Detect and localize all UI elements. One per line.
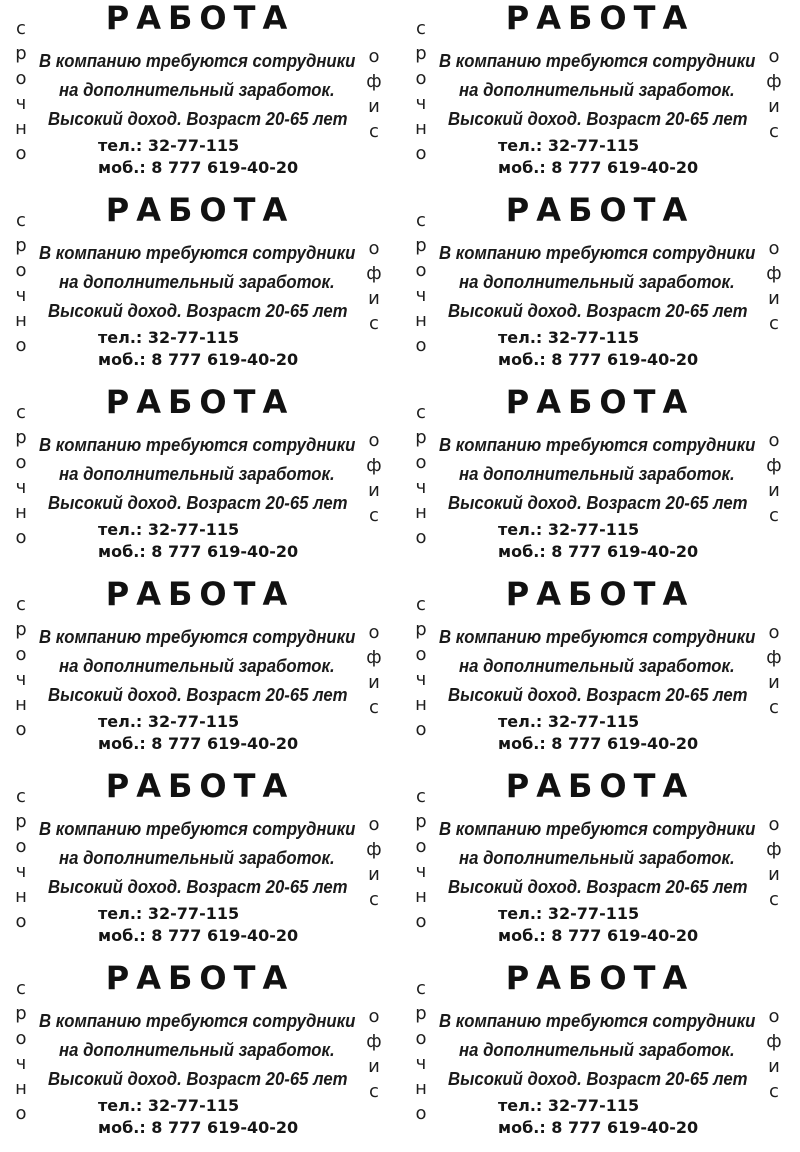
- vertical-letter: с: [16, 210, 26, 231]
- vertical-letter: и: [768, 288, 780, 309]
- mobile-number: моб.: 8 777 619-40-20: [98, 1118, 299, 1137]
- vertical-letter: о: [768, 814, 780, 835]
- vertical-letter: о: [15, 527, 27, 548]
- vertical-letter: о: [415, 452, 427, 473]
- vertical-letter: н: [415, 502, 427, 523]
- office-vertical-label: [763, 620, 785, 720]
- flyer-title: РАБОТА: [505, 191, 695, 229]
- vertical-letter: ч: [15, 477, 27, 498]
- vertical-letter: ч: [415, 1053, 427, 1074]
- office-vertical-label: [363, 236, 385, 336]
- flyer-text-line-1: В компанию требуются сотрудники: [439, 435, 756, 455]
- flyer-text-line-2: на дополнительный заработок.: [59, 464, 335, 484]
- vertical-letter: р: [15, 811, 27, 832]
- vertical-letter: о: [415, 1028, 427, 1049]
- job-flyer: [400, 960, 800, 1152]
- vertical-letter: с: [769, 121, 779, 142]
- job-flyer: [400, 768, 800, 960]
- phone-number: тел.: 32-77-115: [498, 136, 640, 155]
- vertical-letter: р: [15, 619, 27, 640]
- vertical-letter: о: [768, 1006, 780, 1027]
- phone-number: тел.: 32-77-115: [98, 904, 240, 923]
- vertical-letter: ф: [366, 71, 382, 92]
- vertical-letter: с: [769, 505, 779, 526]
- flyer-text-line-3: Высокий доход. Возраст 20-65 лет: [48, 877, 348, 897]
- vertical-letter: н: [15, 118, 27, 139]
- vertical-letter: с: [416, 402, 426, 423]
- flyer-text-line-1: В компанию требуются сотрудники: [439, 1011, 756, 1031]
- vertical-letter: с: [16, 594, 26, 615]
- vertical-letter: с: [769, 889, 779, 910]
- job-flyer: [400, 0, 800, 192]
- vertical-letter: о: [368, 1006, 380, 1027]
- office-vertical-label: [763, 812, 785, 912]
- vertical-letter: и: [368, 672, 380, 693]
- vertical-letter: р: [15, 235, 27, 256]
- vertical-letter: ч: [415, 477, 427, 498]
- vertical-letter: ч: [15, 669, 27, 690]
- flyer-text-line-1: В компанию требуются сотрудники: [439, 243, 756, 263]
- flyer-text-line-3: Высокий доход. Возраст 20-65 лет: [448, 493, 748, 513]
- flyer-text-line-3: Высокий доход. Возраст 20-65 лет: [448, 877, 748, 897]
- flyer-text-line-1: В компанию требуются сотрудники: [39, 51, 356, 71]
- phone-number: тел.: 32-77-115: [498, 328, 640, 347]
- phone-number: тел.: 32-77-115: [498, 520, 640, 539]
- job-flyer: [0, 768, 400, 960]
- vertical-letter: н: [15, 502, 27, 523]
- vertical-letter: и: [768, 672, 780, 693]
- flyer-text-line-3: Высокий доход. Возраст 20-65 лет: [448, 685, 748, 705]
- vertical-letter: н: [415, 118, 427, 139]
- flyer-text-line-3: Высокий доход. Возраст 20-65 лет: [48, 493, 348, 513]
- flyer-text-line-1: В компанию требуются сотрудники: [39, 627, 356, 647]
- vertical-letter: о: [368, 430, 380, 451]
- vertical-letter: о: [415, 1103, 427, 1124]
- vertical-letter: о: [415, 527, 427, 548]
- vertical-letter: р: [15, 43, 27, 64]
- mobile-number: моб.: 8 777 619-40-20: [98, 158, 299, 177]
- vertical-letter: с: [416, 786, 426, 807]
- flyer-text-line-2: на дополнительный заработок.: [59, 272, 335, 292]
- vertical-letter: с: [16, 786, 26, 807]
- flyer-text-line-3: Высокий доход. Возраст 20-65 лет: [48, 685, 348, 705]
- vertical-letter: р: [415, 43, 427, 64]
- vertical-letter: ф: [366, 839, 382, 860]
- vertical-letter: о: [415, 68, 427, 89]
- vertical-letter: о: [15, 143, 27, 164]
- phone-number: тел.: 32-77-115: [98, 712, 240, 731]
- mobile-number: моб.: 8 777 619-40-20: [498, 158, 699, 177]
- vertical-letter: о: [415, 911, 427, 932]
- vertical-letter: с: [16, 18, 26, 39]
- vertical-letter: и: [768, 480, 780, 501]
- job-flyer: [400, 192, 800, 384]
- vertical-letter: о: [415, 644, 427, 665]
- vertical-letter: о: [415, 335, 427, 356]
- vertical-letter: с: [416, 978, 426, 999]
- vertical-letter: р: [415, 427, 427, 448]
- flyer-text-line-2: на дополнительный заработок.: [59, 656, 335, 676]
- vertical-letter: о: [15, 719, 27, 740]
- phone-number: тел.: 32-77-115: [498, 904, 640, 923]
- vertical-letter: о: [15, 911, 27, 932]
- vertical-letter: и: [368, 288, 380, 309]
- flyer-text-line-1: В компанию требуются сотрудники: [439, 51, 756, 71]
- vertical-letter: и: [768, 1056, 780, 1077]
- flyer-title: РАБОТА: [105, 383, 295, 421]
- flyer-title: РАБОТА: [105, 959, 295, 997]
- mobile-number: моб.: 8 777 619-40-20: [498, 1118, 699, 1137]
- mobile-number: моб.: 8 777 619-40-20: [498, 542, 699, 561]
- flyer-text-line-2: на дополнительный заработок.: [59, 848, 335, 868]
- office-vertical-label: [363, 812, 385, 912]
- mobile-number: моб.: 8 777 619-40-20: [98, 926, 299, 945]
- vertical-letter: ф: [366, 1031, 382, 1052]
- phone-number: тел.: 32-77-115: [98, 328, 240, 347]
- flyer-text-line-2: на дополнительный заработок.: [459, 272, 735, 292]
- vertical-letter: н: [15, 1078, 27, 1099]
- vertical-letter: ф: [766, 647, 782, 668]
- vertical-letter: н: [15, 886, 27, 907]
- vertical-letter: ф: [766, 1031, 782, 1052]
- job-flyer: [400, 576, 800, 768]
- vertical-letter: с: [416, 594, 426, 615]
- vertical-letter: р: [15, 427, 27, 448]
- flyer-text-line-2: на дополнительный заработок.: [459, 1040, 735, 1060]
- vertical-letter: н: [15, 310, 27, 331]
- vertical-letter: о: [15, 452, 27, 473]
- vertical-letter: р: [15, 1003, 27, 1024]
- job-flyer: [0, 384, 400, 576]
- job-flyer: [0, 576, 400, 768]
- vertical-letter: с: [369, 121, 379, 142]
- flyer-title: РАБОТА: [105, 767, 295, 805]
- vertical-letter: о: [415, 143, 427, 164]
- vertical-letter: о: [15, 1028, 27, 1049]
- vertical-letter: с: [369, 313, 379, 334]
- vertical-letter: р: [415, 811, 427, 832]
- vertical-letter: о: [368, 238, 380, 259]
- vertical-letter: и: [368, 480, 380, 501]
- vertical-letter: с: [769, 697, 779, 718]
- vertical-letter: ф: [766, 71, 782, 92]
- vertical-letter: с: [369, 697, 379, 718]
- mobile-number: моб.: 8 777 619-40-20: [98, 734, 299, 753]
- vertical-letter: с: [769, 1081, 779, 1102]
- flyer-text-line-3: Высокий доход. Возраст 20-65 лет: [48, 301, 348, 321]
- flyer-text-line-1: В компанию требуются сотрудники: [39, 243, 356, 263]
- phone-number: тел.: 32-77-115: [98, 1096, 240, 1115]
- phone-number: тел.: 32-77-115: [98, 136, 240, 155]
- vertical-letter: н: [415, 310, 427, 331]
- vertical-letter: ч: [15, 285, 27, 306]
- job-flyer: [0, 960, 400, 1152]
- vertical-letter: ф: [366, 263, 382, 284]
- vertical-letter: о: [368, 814, 380, 835]
- vertical-letter: и: [368, 1056, 380, 1077]
- vertical-letter: о: [15, 335, 27, 356]
- vertical-letter: н: [415, 694, 427, 715]
- vertical-letter: и: [368, 96, 380, 117]
- vertical-letter: о: [15, 644, 27, 665]
- mobile-number: моб.: 8 777 619-40-20: [498, 734, 699, 753]
- mobile-number: моб.: 8 777 619-40-20: [98, 350, 299, 369]
- vertical-letter: с: [369, 889, 379, 910]
- vertical-letter: ч: [415, 285, 427, 306]
- phone-number: тел.: 32-77-115: [98, 520, 240, 539]
- vertical-letter: р: [415, 1003, 427, 1024]
- vertical-letter: р: [415, 619, 427, 640]
- vertical-letter: с: [369, 1081, 379, 1102]
- flyer-text-line-2: на дополнительный заработок.: [459, 848, 735, 868]
- vertical-letter: о: [15, 68, 27, 89]
- vertical-letter: ч: [15, 861, 27, 882]
- vertical-letter: ф: [366, 647, 382, 668]
- vertical-letter: с: [16, 402, 26, 423]
- mobile-number: моб.: 8 777 619-40-20: [498, 926, 699, 945]
- vertical-letter: о: [415, 260, 427, 281]
- vertical-letter: ч: [415, 669, 427, 690]
- flyer-text-line-3: Высокий доход. Возраст 20-65 лет: [448, 1069, 748, 1089]
- office-vertical-label: [363, 44, 385, 144]
- vertical-letter: р: [415, 235, 427, 256]
- vertical-letter: с: [16, 978, 26, 999]
- job-flyer: [0, 0, 400, 192]
- vertical-letter: о: [368, 622, 380, 643]
- vertical-letter: ч: [415, 93, 427, 114]
- flyer-title: РАБОТА: [505, 767, 695, 805]
- vertical-letter: ф: [766, 263, 782, 284]
- vertical-letter: ф: [766, 455, 782, 476]
- flyer-text-line-2: на дополнительный заработок.: [59, 1040, 335, 1060]
- flyer-text-line-1: В компанию требуются сотрудники: [39, 1011, 356, 1031]
- flyer-text-line-3: Высокий доход. Возраст 20-65 лет: [448, 301, 748, 321]
- office-vertical-label: [763, 1004, 785, 1104]
- vertical-letter: о: [15, 836, 27, 857]
- flyer-text-line-1: В компанию требуются сотрудники: [39, 435, 356, 455]
- vertical-letter: ч: [15, 1053, 27, 1074]
- flyer-text-line-3: Высокий доход. Возраст 20-65 лет: [48, 1069, 348, 1089]
- job-flyer: [400, 384, 800, 576]
- vertical-letter: о: [15, 1103, 27, 1124]
- vertical-letter: о: [415, 836, 427, 857]
- vertical-letter: о: [768, 430, 780, 451]
- mobile-number: моб.: 8 777 619-40-20: [498, 350, 699, 369]
- vertical-letter: о: [368, 46, 380, 67]
- flyer-text-line-1: В компанию требуются сотрудники: [39, 819, 356, 839]
- office-vertical-label: [763, 236, 785, 336]
- office-vertical-label: [763, 428, 785, 528]
- vertical-letter: и: [768, 864, 780, 885]
- flyer-title: РАБОТА: [505, 0, 695, 37]
- vertical-letter: ч: [415, 861, 427, 882]
- vertical-letter: и: [368, 864, 380, 885]
- vertical-letter: с: [369, 505, 379, 526]
- flyer-text-line-2: на дополнительный заработок.: [459, 80, 735, 100]
- flyer-title: РАБОТА: [105, 0, 295, 37]
- vertical-letter: н: [15, 694, 27, 715]
- flyer-text-line-2: на дополнительный заработок.: [459, 464, 735, 484]
- vertical-letter: н: [415, 886, 427, 907]
- flyer-text-line-3: Высокий доход. Возраст 20-65 лет: [448, 109, 748, 129]
- vertical-letter: о: [768, 622, 780, 643]
- vertical-letter: о: [768, 46, 780, 67]
- flyer-text-line-1: В компанию требуются сотрудники: [439, 627, 756, 647]
- office-vertical-label: [763, 44, 785, 144]
- flyer-title: РАБОТА: [105, 575, 295, 613]
- phone-number: тел.: 32-77-115: [498, 1096, 640, 1115]
- vertical-letter: ч: [15, 93, 27, 114]
- office-vertical-label: [363, 428, 385, 528]
- flyer-title: РАБОТА: [505, 383, 695, 421]
- flyer-title: РАБОТА: [105, 191, 295, 229]
- phone-number: тел.: 32-77-115: [498, 712, 640, 731]
- vertical-letter: с: [769, 313, 779, 334]
- job-flyer: [0, 192, 400, 384]
- flyer-text-line-2: на дополнительный заработок.: [59, 80, 335, 100]
- flyer-text-line-3: Высокий доход. Возраст 20-65 лет: [48, 109, 348, 129]
- flyer-text-line-2: на дополнительный заработок.: [459, 656, 735, 676]
- flyer-title: РАБОТА: [505, 959, 695, 997]
- vertical-letter: и: [768, 96, 780, 117]
- vertical-letter: ф: [766, 839, 782, 860]
- flyer-title: РАБОТА: [505, 575, 695, 613]
- vertical-letter: н: [415, 1078, 427, 1099]
- mobile-number: моб.: 8 777 619-40-20: [98, 542, 299, 561]
- flyer-text-line-1: В компанию требуются сотрудники: [439, 819, 756, 839]
- office-vertical-label: [363, 620, 385, 720]
- vertical-letter: с: [416, 18, 426, 39]
- office-vertical-label: [363, 1004, 385, 1104]
- vertical-letter: о: [15, 260, 27, 281]
- vertical-letter: с: [416, 210, 426, 231]
- vertical-letter: ф: [366, 455, 382, 476]
- vertical-letter: о: [768, 238, 780, 259]
- vertical-letter: о: [415, 719, 427, 740]
